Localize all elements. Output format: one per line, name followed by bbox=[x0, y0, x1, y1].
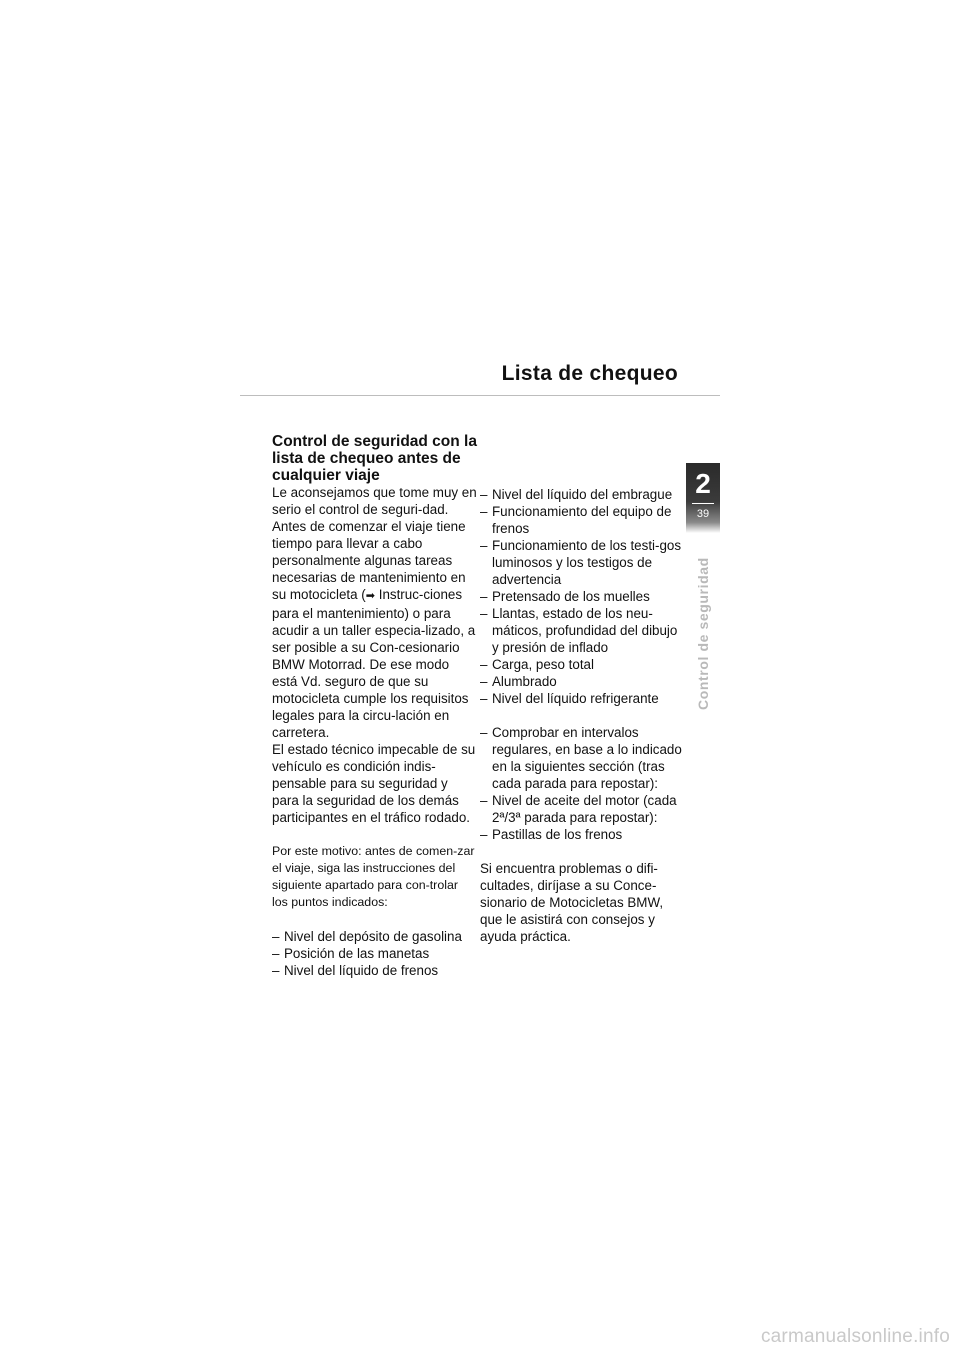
list-item: – Posición de las manetas bbox=[272, 946, 430, 961]
closing-paragraph: Si encuentra problemas o difi-cultades, diríjase a su Conce-sionario de Motocicletas BMW, que le asistirá con consejos y ayuda práctica. bbox=[480, 861, 664, 944]
page-number: 39 bbox=[696, 508, 710, 520]
list-item: – Funcionamiento de los testi-gos luminosos y los testigos de advertencia bbox=[480, 538, 682, 587]
chapter-number: 2 bbox=[695, 468, 711, 499]
list-item: – Alumbrado bbox=[480, 674, 557, 689]
instruction-paragraph: Por este motivo: antes de comen-zar el viaje, siga las instrucciones del siguiente apartado para con-trolar los puntos indicados: bbox=[272, 844, 475, 909]
list-item: – Nivel del líquido del embrague bbox=[480, 487, 673, 502]
list-item: – Nivel del depósito de gasolina bbox=[272, 929, 462, 944]
list-item: – Nivel del líquido de frenos bbox=[272, 963, 439, 978]
list-item: – Carga, peso total bbox=[480, 657, 594, 672]
right-column bbox=[480, 486, 685, 945]
section-heading: Control de seguridad con la lista de chequeo antes de cualquier viaje bbox=[272, 433, 477, 484]
title-divider bbox=[240, 395, 720, 396]
tab-divider bbox=[692, 503, 714, 504]
list-item: – Nivel de aceite del motor (cada 2ª/3ª parada para repostar): bbox=[480, 793, 677, 825]
list-item: – Pastillas de los frenos bbox=[480, 827, 623, 842]
condition-paragraph: El estado técnico impecable de su vehículo es condición indis-pensable para su seguridad y para la seguridad de los demás participantes en el tráfico rodado. bbox=[272, 742, 476, 825]
arrow-right-icon: ➡ bbox=[365, 590, 375, 602]
list-item: – Funcionamiento del equipo de frenos bbox=[480, 504, 672, 536]
list-item: – Llantas, estado de los neu-máticos, profundidad del dibujo y presión de inflado bbox=[480, 606, 678, 655]
intro-paragraph: Le aconsejamos que tome muy en serio el control de seguri-dad. Antes de comenzar el viaje tiene tiempo para llevar a cabo personalmente algunas tareas necesarias de mantenimiento en su motocicleta (➡ Instruc-ciones para el mantenimiento) o para acudir a un taller especia-lizado, a ser posible a su Con-cesionario BMW Motorrad. De ese modo está Vd. seguro de que su motocicleta cumple los requisitos legales para la circu-lación en carretera. bbox=[272, 485, 477, 740]
page-title: Lista de chequeo bbox=[501, 362, 678, 385]
list-item: – Nivel del líquido refrigerante bbox=[480, 691, 659, 706]
list-item: – Comprobar en intervalos regulares, en base a lo indicado en la siguientes sección (tras cada parada para repostar): bbox=[480, 725, 682, 791]
chapter-tab bbox=[686, 463, 720, 533]
watermark: carmanualsonline.info bbox=[760, 1326, 950, 1347]
left-column bbox=[272, 433, 477, 979]
list-item: – Pretensado de los muelles bbox=[480, 589, 650, 604]
chapter-side-label: Control de seguridad bbox=[695, 557, 711, 710]
